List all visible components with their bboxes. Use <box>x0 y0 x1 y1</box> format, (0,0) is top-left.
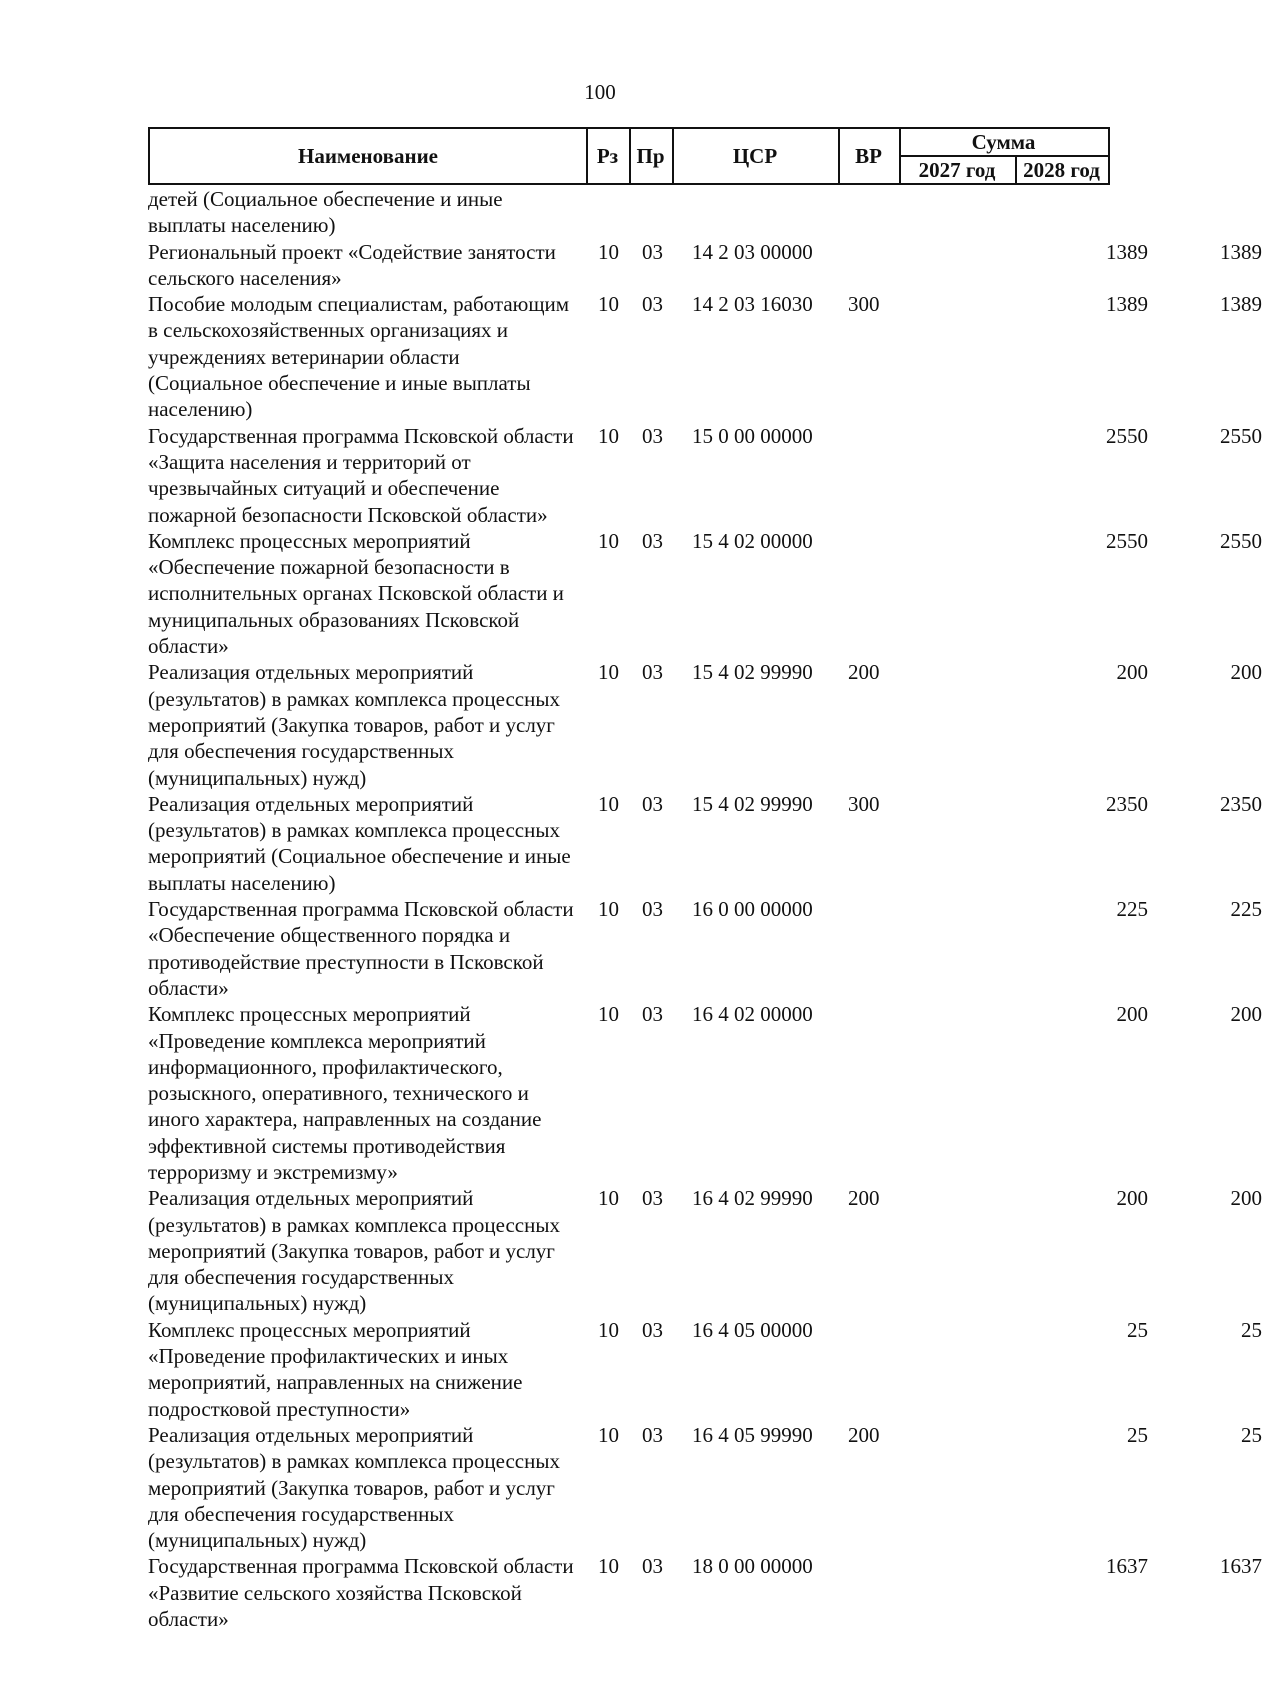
header-csr: ЦСР <box>732 143 778 168</box>
row-sum-2027: 2550 <box>1106 528 1148 553</box>
row-rz: 10 <box>598 897 619 922</box>
row-rz: 10 <box>598 423 619 448</box>
table-row <box>148 896 1262 1001</box>
table-row <box>148 239 1262 292</box>
row-csr: 15 4 02 99990 <box>692 791 813 816</box>
table-row <box>148 1001 1262 1185</box>
header-vr: ВР <box>855 143 882 168</box>
row-sum-2027: 200 <box>1116 1002 1148 1027</box>
row-sum-2028: 2550 <box>1220 528 1262 553</box>
row-rz: 10 <box>598 1554 619 1579</box>
row-csr: 14 2 03 00000 <box>692 239 813 264</box>
row-sum-2028: 25 <box>1241 1317 1262 1342</box>
row-sum-2027: 200 <box>1116 660 1148 685</box>
row-pr: 03 <box>642 1317 663 1342</box>
row-name: Комплекс процессных мероприятий «Проведение профилактических и иных мероприятий, направленных на снижение подростковой преступности» <box>148 1317 523 1421</box>
row-name: Реализация отдельных мероприятий (результатов) в рамках комплекса процессных мероприятий (Закупка товаров, работ и услуг для обеспечения государственных (муниципальных) нужд) <box>148 1422 560 1553</box>
row-name: Реализация отдельных мероприятий (результатов) в рамках комплекса процессных мероприятий (Социальное обеспечение и иные выплаты населению) <box>148 791 571 895</box>
row-name: Региональный проект «Содействие занятости сельского населения» <box>148 239 556 290</box>
row-csr: 16 0 00 00000 <box>692 897 813 922</box>
page-number: 100 <box>584 80 616 104</box>
row-csr: 15 4 02 99990 <box>692 660 813 685</box>
row-name: Реализация отдельных мероприятий (результатов) в рамках комплекса процессных мероприятий (Закупка товаров, работ и услуг для обеспечения государственных (муниципальных) нужд) <box>148 660 560 790</box>
row-pr: 03 <box>642 423 663 448</box>
row-rz: 10 <box>598 292 619 317</box>
row-vr: 200 <box>848 660 880 685</box>
row-name: Комплекс процессных мероприятий «Проведение комплекса мероприятий информационного, профилактического, розыскного, оперативного, технического и иного характера, направленных на создание эффективной системы противодействия терроризму и экстремизму» <box>148 1002 542 1184</box>
row-vr: 300 <box>848 292 880 317</box>
table-body <box>148 186 1262 1632</box>
row-pr: 03 <box>642 1422 663 1447</box>
row-name: детей (Социальное обеспечение и иные выплаты населению) <box>148 187 503 238</box>
table-row <box>148 1317 1262 1422</box>
row-name: Пособие молодым специалистам, работающим в сельскохозяйственных организациях и учреждениях ветеринарии области (Социальное обеспечение и иные выплаты населению) <box>148 292 570 422</box>
header-sum: Сумма <box>971 129 1036 154</box>
row-pr: 03 <box>642 528 663 553</box>
row-sum-2027: 25 <box>1127 1317 1148 1342</box>
row-vr: 200 <box>848 1422 880 1447</box>
row-name: Государственная программа Псковской области «Обеспечение общественного порядка и противодействие преступности в Псковской области» <box>148 897 574 1000</box>
row-rz: 10 <box>598 1186 619 1211</box>
row-pr: 03 <box>642 1554 663 1579</box>
table-row <box>148 791 1262 896</box>
row-rz: 10 <box>598 660 619 685</box>
row-sum-2027: 200 <box>1116 1186 1148 1211</box>
row-pr: 03 <box>642 1002 663 1027</box>
row-sum-2027: 2550 <box>1106 423 1148 448</box>
row-pr: 03 <box>642 660 663 685</box>
table-row <box>148 528 1262 659</box>
row-pr: 03 <box>642 292 663 317</box>
row-sum-2028: 25 <box>1241 1422 1262 1447</box>
header-year-2028: 2028 год <box>1023 157 1100 182</box>
row-name: Государственная программа Псковской области «Развитие сельского хозяйства Псковской области» <box>148 1554 574 1632</box>
row-rz: 10 <box>598 1422 619 1447</box>
row-pr: 03 <box>642 897 663 922</box>
row-csr: 15 4 02 00000 <box>692 528 813 553</box>
row-sum-2028: 1389 <box>1220 239 1262 264</box>
row-csr: 16 4 05 00000 <box>692 1317 813 1342</box>
row-csr: 18 0 00 00000 <box>692 1554 813 1579</box>
row-sum-2028: 200 <box>1230 660 1262 685</box>
row-vr: 200 <box>848 1186 880 1211</box>
table-row <box>148 1422 1262 1553</box>
table-row <box>148 291 1262 422</box>
row-sum-2027: 225 <box>1116 897 1148 922</box>
row-pr: 03 <box>642 791 663 816</box>
row-sum-2028: 1637 <box>1220 1554 1262 1579</box>
table-row <box>148 659 1262 790</box>
table-row <box>148 186 1118 239</box>
row-sum-2028: 1389 <box>1220 292 1262 317</box>
header-rz: Рз <box>596 143 619 168</box>
row-csr: 15 0 00 00000 <box>692 423 813 448</box>
row-name: Государственная программа Псковской области «Защита населения и территорий от чрезвычайных ситуаций и обеспечение пожарной безопасности Псковской области» <box>148 423 574 527</box>
row-vr: 300 <box>848 791 880 816</box>
header-name: Наименование <box>298 143 438 168</box>
header-year-2027: 2027 год <box>918 157 996 182</box>
row-sum-2028: 2550 <box>1220 423 1262 448</box>
row-csr: 16 4 02 99990 <box>692 1186 813 1211</box>
row-sum-2027: 25 <box>1127 1422 1148 1447</box>
row-pr: 03 <box>642 1186 663 1211</box>
header-pr: Пр <box>636 143 665 168</box>
row-rz: 10 <box>598 239 619 264</box>
row-rz: 10 <box>598 1002 619 1027</box>
row-csr: 14 2 03 16030 <box>692 292 813 317</box>
row-sum-2028: 200 <box>1230 1186 1262 1211</box>
row-rz: 10 <box>598 791 619 816</box>
row-sum-2027: 1389 <box>1106 239 1148 264</box>
row-sum-2028: 225 <box>1230 897 1262 922</box>
row-sum-2027: 1389 <box>1106 292 1148 317</box>
table-row <box>148 1553 1262 1632</box>
row-sum-2028: 2350 <box>1220 791 1262 816</box>
row-name: Комплекс процессных мероприятий «Обеспечение пожарной безопасности в исполнительных органах Псковской области и муниципальных образованиях Псковской области» <box>148 528 564 659</box>
row-sum-2027: 2350 <box>1106 791 1148 816</box>
row-rz: 10 <box>598 1317 619 1342</box>
row-csr: 16 4 05 99990 <box>692 1422 813 1447</box>
table-header <box>148 127 1110 185</box>
row-sum-2028: 200 <box>1230 1002 1262 1027</box>
row-csr: 16 4 02 00000 <box>692 1002 813 1027</box>
table-row <box>148 423 1262 528</box>
row-sum-2027: 1637 <box>1106 1554 1148 1579</box>
row-rz: 10 <box>598 528 619 553</box>
table-row <box>148 1185 1262 1316</box>
row-name: Реализация отдельных мероприятий (результатов) в рамках комплекса процессных мероприятий (Закупка товаров, работ и услуг для обеспечения государственных (муниципальных) нужд) <box>148 1186 560 1316</box>
row-pr: 03 <box>642 239 663 264</box>
